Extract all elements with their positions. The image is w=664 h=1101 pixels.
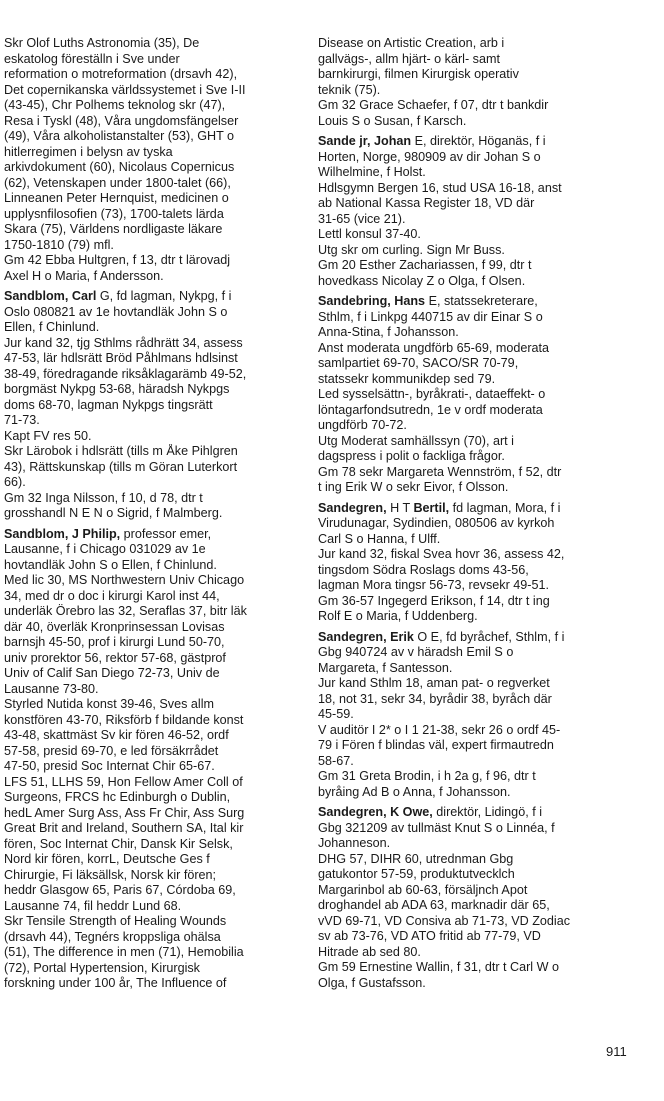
text-line xyxy=(4,604,309,620)
entry-name: Sandegren, Erik xyxy=(318,629,414,644)
text-line xyxy=(4,269,309,285)
text-line xyxy=(4,444,309,460)
line-text: Skr Lärobok i hdlsrätt (tills m Åke Pihlgren xyxy=(4,444,238,458)
text-line xyxy=(4,945,309,961)
text-line xyxy=(4,129,309,145)
line-text: t ing Erik W o sekr Eivor, f Olsson. xyxy=(318,480,509,494)
line-text: upplysnfilosofien (73), 1700-talets lärda xyxy=(4,206,224,221)
entry-name: Sandblom, J Philip, xyxy=(4,526,121,541)
text-line xyxy=(318,692,640,708)
text-line xyxy=(318,738,640,754)
text-line xyxy=(318,134,640,150)
text-line xyxy=(318,976,640,992)
text-line xyxy=(4,382,309,398)
line-text: Wilhelmine, f Holst. xyxy=(318,165,426,179)
text-line xyxy=(318,165,640,181)
line-text: hovedkass Nicolay Z o Olga, f Olsen. xyxy=(318,273,526,288)
text-line xyxy=(4,558,309,574)
text-line xyxy=(4,253,309,269)
line-text: Ellen, f Chinlund. xyxy=(4,320,100,334)
left-column xyxy=(4,36,309,992)
text-line xyxy=(4,759,309,775)
line-text: ab National Kassa Register 18, VD där xyxy=(318,196,535,210)
line-text: Oslo 080821 av 1e hovtandläk John S o xyxy=(4,304,228,319)
text-line xyxy=(318,563,640,579)
text-line xyxy=(4,930,309,946)
line-text: (51), The difference in men (71), Hemobilia xyxy=(4,945,244,959)
line-text: Det copernikanska världssystemet i Sve I-II xyxy=(4,82,246,97)
text-line xyxy=(318,465,640,481)
line-text: Margareta, f Santesson. xyxy=(318,660,453,675)
text-line xyxy=(318,294,640,310)
line-text: Surgeons, FRCS hc Edinburgh o Dublin, xyxy=(4,790,231,804)
line-text: Jur kand 32, tjg Sthlms rådhrätt 34, assess xyxy=(4,335,243,350)
line-text: Lausanne 74, fil heddr Lund 68. xyxy=(4,898,182,913)
text-line xyxy=(4,728,309,744)
line-text: Skara (75), Världens nordligaste läkare xyxy=(4,222,223,236)
line-text: sv ab 73-76, VD ATO fritid ab 77-79, VD xyxy=(318,929,541,943)
text-line xyxy=(4,589,309,605)
text-line xyxy=(4,821,309,837)
text-line xyxy=(4,806,309,822)
text-line xyxy=(4,527,309,543)
line-text: Louis S o Susan, f Karsch. xyxy=(318,113,467,128)
line-text: Skr Olof Luths Astronomia (35), De xyxy=(4,36,200,50)
line-text: 79 i Fören f blindas väl, expert firmautredn xyxy=(318,738,554,752)
text-line xyxy=(4,542,309,558)
line-text: (62), Vetenskapen under 1800-talet (66), xyxy=(4,175,231,190)
text-line xyxy=(4,367,309,383)
text-line xyxy=(318,196,640,212)
text-line xyxy=(318,150,640,166)
text-line xyxy=(318,609,640,625)
line-text: Virudunagar, Sydindien, 080506 av kyrkoh xyxy=(318,516,555,530)
text-line xyxy=(318,898,640,914)
text-line xyxy=(4,914,309,930)
text-line xyxy=(318,929,640,945)
line-text: Med lic 30, MS Northwestern Univ Chicago xyxy=(4,573,245,587)
line-text: Olga, f Gustafsson. xyxy=(318,975,426,990)
text-line xyxy=(318,356,640,372)
line-text: underläk Örebro las 32, Seraflas 37, bitr läk xyxy=(4,604,247,618)
line-text: O E, fd byråchef, Sthlm, f i xyxy=(413,629,565,644)
line-text: DHG 57, DIHR 60, utrednman Gbg xyxy=(318,851,514,866)
line-text: Johanneson. xyxy=(318,836,391,850)
line-text: tingsdom Södra Roslags doms 43-56, xyxy=(318,562,529,577)
text-line xyxy=(318,403,640,419)
text-line xyxy=(318,418,640,434)
text-line xyxy=(318,578,640,594)
text-line xyxy=(4,145,309,161)
text-line xyxy=(4,697,309,713)
text-line xyxy=(318,532,640,548)
line-text: Gm 78 sekr Margareta Wennström, f 52, dtr xyxy=(318,464,562,479)
text-line xyxy=(318,274,640,290)
text-line xyxy=(4,413,309,429)
line-text: löntagarfondsutredn, 1e v ordf moderata xyxy=(318,402,543,417)
text-line xyxy=(4,207,309,223)
line-text: Lettl konsul 37-40. xyxy=(318,227,421,241)
line-text: reformation o motreformation (drsavh 42), xyxy=(4,67,238,81)
text-line xyxy=(318,98,640,114)
line-text: (49), Våra alkoholistanstalter (53), GHT o xyxy=(4,129,235,143)
text-line xyxy=(4,899,309,915)
line-text: Jur kand 32, fiskal Svea hovr 36, assess 42, xyxy=(318,547,565,561)
line-text: Resa i Tyskl (48), Våra ungdomsfängelser xyxy=(4,113,239,128)
line-text: univ prorektor 56, rektor 57-68, gästprof xyxy=(4,650,226,665)
line-text: Gm 32 Inga Nilsson, f 10, d 78, dtr t xyxy=(4,490,203,505)
line-text: LFS 51, LLHS 59, Hon Fellow Amer Coll of xyxy=(4,774,243,789)
line-text: Styrled Nutida konst 39-46, Sves allm xyxy=(4,697,214,711)
text-line xyxy=(318,754,640,770)
text-line xyxy=(318,52,640,68)
line-text: Utg skr om curling. Sign Mr Buss. xyxy=(318,242,505,257)
line-text: Univ of Calif San Diego 72-73, Univ de xyxy=(4,666,220,680)
line-text: Gbg 321209 av tullmäst Knut S o Linnéa, f xyxy=(318,820,555,835)
line-text: Axel H o Maria, f Andersson. xyxy=(4,268,164,283)
text-line xyxy=(4,961,309,977)
line-text: Lausanne 73-80. xyxy=(4,681,99,696)
entry-name: Bertil, xyxy=(413,500,450,515)
line-text: Skr Tensile Strength of Healing Wounds xyxy=(4,914,227,928)
line-text: E, direktör, Höganäs, f i xyxy=(411,134,546,148)
text-line xyxy=(318,516,640,532)
text-line xyxy=(4,790,309,806)
line-text: 57-58, presid 69-70, e led försäkrrådet xyxy=(4,743,219,758)
text-line xyxy=(318,480,640,496)
text-line xyxy=(4,191,309,207)
line-text: eskatolog föreställn i Sve under xyxy=(4,51,180,66)
text-line xyxy=(4,573,309,589)
line-text: Margarinbol ab 60-63, försäljnch Apot xyxy=(318,882,528,897)
line-text: doms 68-70, lagman Nykpgs tingsrätt xyxy=(4,397,213,412)
line-text: Utg Moderat samhällssyn (70), art i xyxy=(318,433,514,448)
text-line xyxy=(318,883,640,899)
line-text: Hdlsgymn Bergen 16, stud USA 16-18, anst xyxy=(318,180,562,195)
text-line xyxy=(318,630,640,646)
text-line xyxy=(318,227,640,243)
line-text: vVD 69-71, VD Consiva ab 71-73, VD Zodiac xyxy=(318,913,570,928)
line-text: hedL Amer Surg Ass, Ass Fr Chir, Ass Surg xyxy=(4,805,245,820)
right-column xyxy=(318,36,640,991)
text-line xyxy=(4,114,309,130)
text-line xyxy=(318,707,640,723)
line-text: (72), Portal Hypertension, Kirurgisk xyxy=(4,960,200,975)
entry-name: Sandblom, Carl xyxy=(4,289,97,303)
text-line xyxy=(4,238,309,254)
text-line xyxy=(318,243,640,259)
text-line xyxy=(318,852,640,868)
text-line xyxy=(4,305,309,321)
text-line xyxy=(4,837,309,853)
text-line xyxy=(4,222,309,238)
line-text: direktör, Lidingö, f i xyxy=(432,805,542,819)
line-text: 18, not 31, sekr 34, byrådir 38, byråch där xyxy=(318,691,552,706)
line-text: barnsjh 45-50, prof i kirurgi Lund 50-70, xyxy=(4,635,225,649)
text-line xyxy=(4,336,309,352)
text-line xyxy=(4,744,309,760)
text-line xyxy=(318,836,640,852)
line-text: Gm 36-57 Ingegerd Erikson, f 14, dtr t ing xyxy=(318,593,550,608)
text-line xyxy=(4,666,309,682)
line-text: Hitrade ab sed 80. xyxy=(318,944,421,959)
line-text: Gm 31 Greta Brodin, i h 2a g, f 96, dtr t xyxy=(318,769,536,783)
text-line xyxy=(318,661,640,677)
text-line xyxy=(4,98,309,114)
text-line xyxy=(4,883,309,899)
text-line xyxy=(318,83,640,99)
line-text: Anst moderata ungdförb 65-69, moderata xyxy=(318,340,550,355)
text-line xyxy=(4,398,309,414)
text-line xyxy=(318,36,640,52)
line-text: 31-65 (vice 21). xyxy=(318,211,406,226)
line-text: där 40, överläk Kronprinsessan Lovisas xyxy=(4,619,225,634)
text-line xyxy=(4,620,309,636)
text-line xyxy=(4,976,309,992)
text-line xyxy=(4,176,309,192)
line-text: fören, Soc Internat Chir, Dansk Kir Selsk, xyxy=(4,836,233,851)
line-text: Gm 42 Ebba Hultgren, f 13, dtr t lärovadj xyxy=(4,253,231,267)
text-line xyxy=(318,501,640,517)
line-text: 66). xyxy=(4,475,26,489)
text-line xyxy=(4,351,309,367)
text-line xyxy=(318,387,640,403)
text-line xyxy=(318,181,640,197)
line-text: ungdförb 70-72. xyxy=(318,418,407,432)
text-line xyxy=(318,805,640,821)
line-text: byråing Ad B o Anna, f Johansson. xyxy=(318,784,511,799)
text-line xyxy=(4,289,309,305)
line-text: G, fd lagman, Nykpg, f i xyxy=(96,289,232,303)
text-line xyxy=(4,868,309,884)
text-line xyxy=(318,449,640,465)
line-text: hitlerregimen i belysn av tyska xyxy=(4,144,173,159)
line-text: Carl S o Hanna, f Ulff. xyxy=(318,531,441,546)
text-line xyxy=(318,310,640,326)
line-text: dagspress i polit o fackliga frågor. xyxy=(318,449,505,463)
line-text: Sthlm, f i Linkpg 440715 av dir Einar S o xyxy=(318,309,543,324)
text-line xyxy=(4,160,309,176)
text-line xyxy=(318,960,640,976)
text-line xyxy=(4,506,309,522)
text-line xyxy=(318,723,640,739)
line-text: lagman Mora tingsr 56-73, revsekr 49-51. xyxy=(318,578,549,592)
line-text: Gm 32 Grace Schaefer, f 07, dtr t bankdir xyxy=(318,98,549,112)
entry-name: Sandegren, K Owe, xyxy=(318,805,433,819)
entry-name: Sandegren, xyxy=(318,500,387,515)
line-text: V auditör I 2* o I 1 21-38, sekr 26 o ordf 45- xyxy=(318,722,561,737)
text-line xyxy=(318,258,640,274)
text-line xyxy=(318,867,640,883)
text-line xyxy=(318,645,640,661)
text-line xyxy=(318,547,640,563)
text-line xyxy=(4,36,309,52)
line-text: Lausanne, f i Chicago 031029 av 1e xyxy=(4,542,206,556)
line-text: droghandel ab ADA 63, marknadir där 65, xyxy=(318,898,550,912)
text-line xyxy=(4,651,309,667)
line-text: Gm 20 Esther Zachariassen, f 99, dtr t xyxy=(318,258,532,272)
line-text: Linneanen Peter Hernquist, medicinen o xyxy=(4,191,229,205)
line-text: Jur kand Sthlm 18, aman pat- o regverket xyxy=(318,676,550,690)
text-line xyxy=(4,491,309,507)
line-text: Great Brit and Ireland, Southern SA, Ital kir xyxy=(4,821,244,835)
line-text: Disease on Artistic Creation, arb i xyxy=(318,36,505,50)
line-text: 71-73. xyxy=(4,413,40,427)
text-line xyxy=(318,821,640,837)
line-text: (drsavh 44), Tegnérs kroppsliga ohälsa xyxy=(4,929,221,944)
text-line xyxy=(318,594,640,610)
text-line xyxy=(4,67,309,83)
text-line xyxy=(318,372,640,388)
line-text: heddr Glasgow 65, Paris 67, Córdoba 69, xyxy=(4,883,236,897)
line-text: H T xyxy=(386,500,414,515)
line-text: 58-67. xyxy=(318,753,354,768)
line-text: fd lagman, Mora, f i xyxy=(449,500,561,515)
line-text: Gm 59 Ernestine Wallin, f 31, dtr t Carl W o xyxy=(318,960,559,974)
text-line xyxy=(4,52,309,68)
text-line xyxy=(318,785,640,801)
page-number: 911 xyxy=(606,1044,627,1059)
text-line xyxy=(318,945,640,961)
text-line xyxy=(4,475,309,491)
line-text: arkivdokument (60), Nicolaus Copernicus xyxy=(4,160,235,174)
line-text: Horten, Norge, 980909 av dir Johan S o xyxy=(318,149,541,164)
line-text: 38-49, föredragande riksåklagarämb 49-52, xyxy=(4,366,247,381)
text-line xyxy=(318,914,640,930)
line-text: grosshandl N E N o Sigrid, f Malmberg. xyxy=(4,506,223,520)
line-text: gallvägs-, allm hjärt- o kärl- samt xyxy=(318,51,500,66)
line-text: 47-50, presid Soc Internat Chir 65-67. xyxy=(4,759,215,773)
text-line xyxy=(4,713,309,729)
text-line xyxy=(4,460,309,476)
text-line xyxy=(4,83,309,99)
text-line xyxy=(4,429,309,445)
line-text: borgmäst Nykpg 53-68, häradsh Nykpgs xyxy=(4,382,230,396)
line-text: samlpartiet 69-70, SACO/SR 70-79, xyxy=(318,356,519,370)
line-text: Nord kir fören, korrL, Deutsche Ges f xyxy=(4,852,210,866)
line-text: Gbg 940724 av v häradsh Emil S o xyxy=(318,645,514,659)
line-text: E, statssekreterare, xyxy=(425,294,538,308)
text-line xyxy=(318,676,640,692)
line-text: Chirurgie, Fi läksällsk, Norsk kir fören; xyxy=(4,867,217,882)
line-text: statssekr kommunikdep sed 79. xyxy=(318,371,496,386)
line-text: barnkirurgi, filmen Kirurgisk operativ xyxy=(318,67,519,81)
line-text: konstfören 43-70, Riksförb f bildande konst xyxy=(4,712,244,727)
text-line xyxy=(318,341,640,357)
line-text: gatukontor 57-59, produktutvecklch xyxy=(318,867,515,881)
text-line xyxy=(4,320,309,336)
line-text: 47-53, lär hdlsrätt Bröd Påhlmans hdlsinst xyxy=(4,351,238,365)
line-text: forskning under 100 år, The Influence of xyxy=(4,976,227,990)
line-text: Led sysselsättn-, byråkrati-, dataeffekt- o xyxy=(318,387,546,401)
line-text: Anna-Stina, f Johansson. xyxy=(318,325,459,339)
text-line xyxy=(318,212,640,228)
text-line xyxy=(4,775,309,791)
line-text: 45-59. xyxy=(318,707,354,721)
text-line xyxy=(318,67,640,83)
line-text: 43-48, skattmäst Sv kir fören 46-52, ordf xyxy=(4,728,229,742)
text-line xyxy=(4,682,309,698)
line-text: Kapt FV res 50. xyxy=(4,428,92,443)
line-text: 34, med dr o doc i kirurgi Karol inst 44, xyxy=(4,588,220,603)
text-line xyxy=(318,434,640,450)
line-text: Rolf E o Maria, f Uddenberg. xyxy=(318,609,478,623)
line-text: 1750-1810 (79) mfl. xyxy=(4,237,114,252)
text-line xyxy=(4,852,309,868)
entry-name: Sande jr, Johan xyxy=(318,134,412,148)
text-line xyxy=(318,325,640,341)
text-line xyxy=(318,114,640,130)
line-text: (43-45), Chr Polhems teknolog skr (47), xyxy=(4,98,226,112)
line-text: 43), Rättskunskap (tills m Göran Luterkort xyxy=(4,459,238,474)
line-text: teknik (75). xyxy=(318,82,381,97)
text-line xyxy=(4,635,309,651)
text-line xyxy=(318,769,640,785)
line-text: hovtandläk John S o Ellen, f Chinlund. xyxy=(4,557,217,572)
line-text: professor emer, xyxy=(120,526,212,541)
entry-name: Sandebring, Hans xyxy=(318,294,426,308)
